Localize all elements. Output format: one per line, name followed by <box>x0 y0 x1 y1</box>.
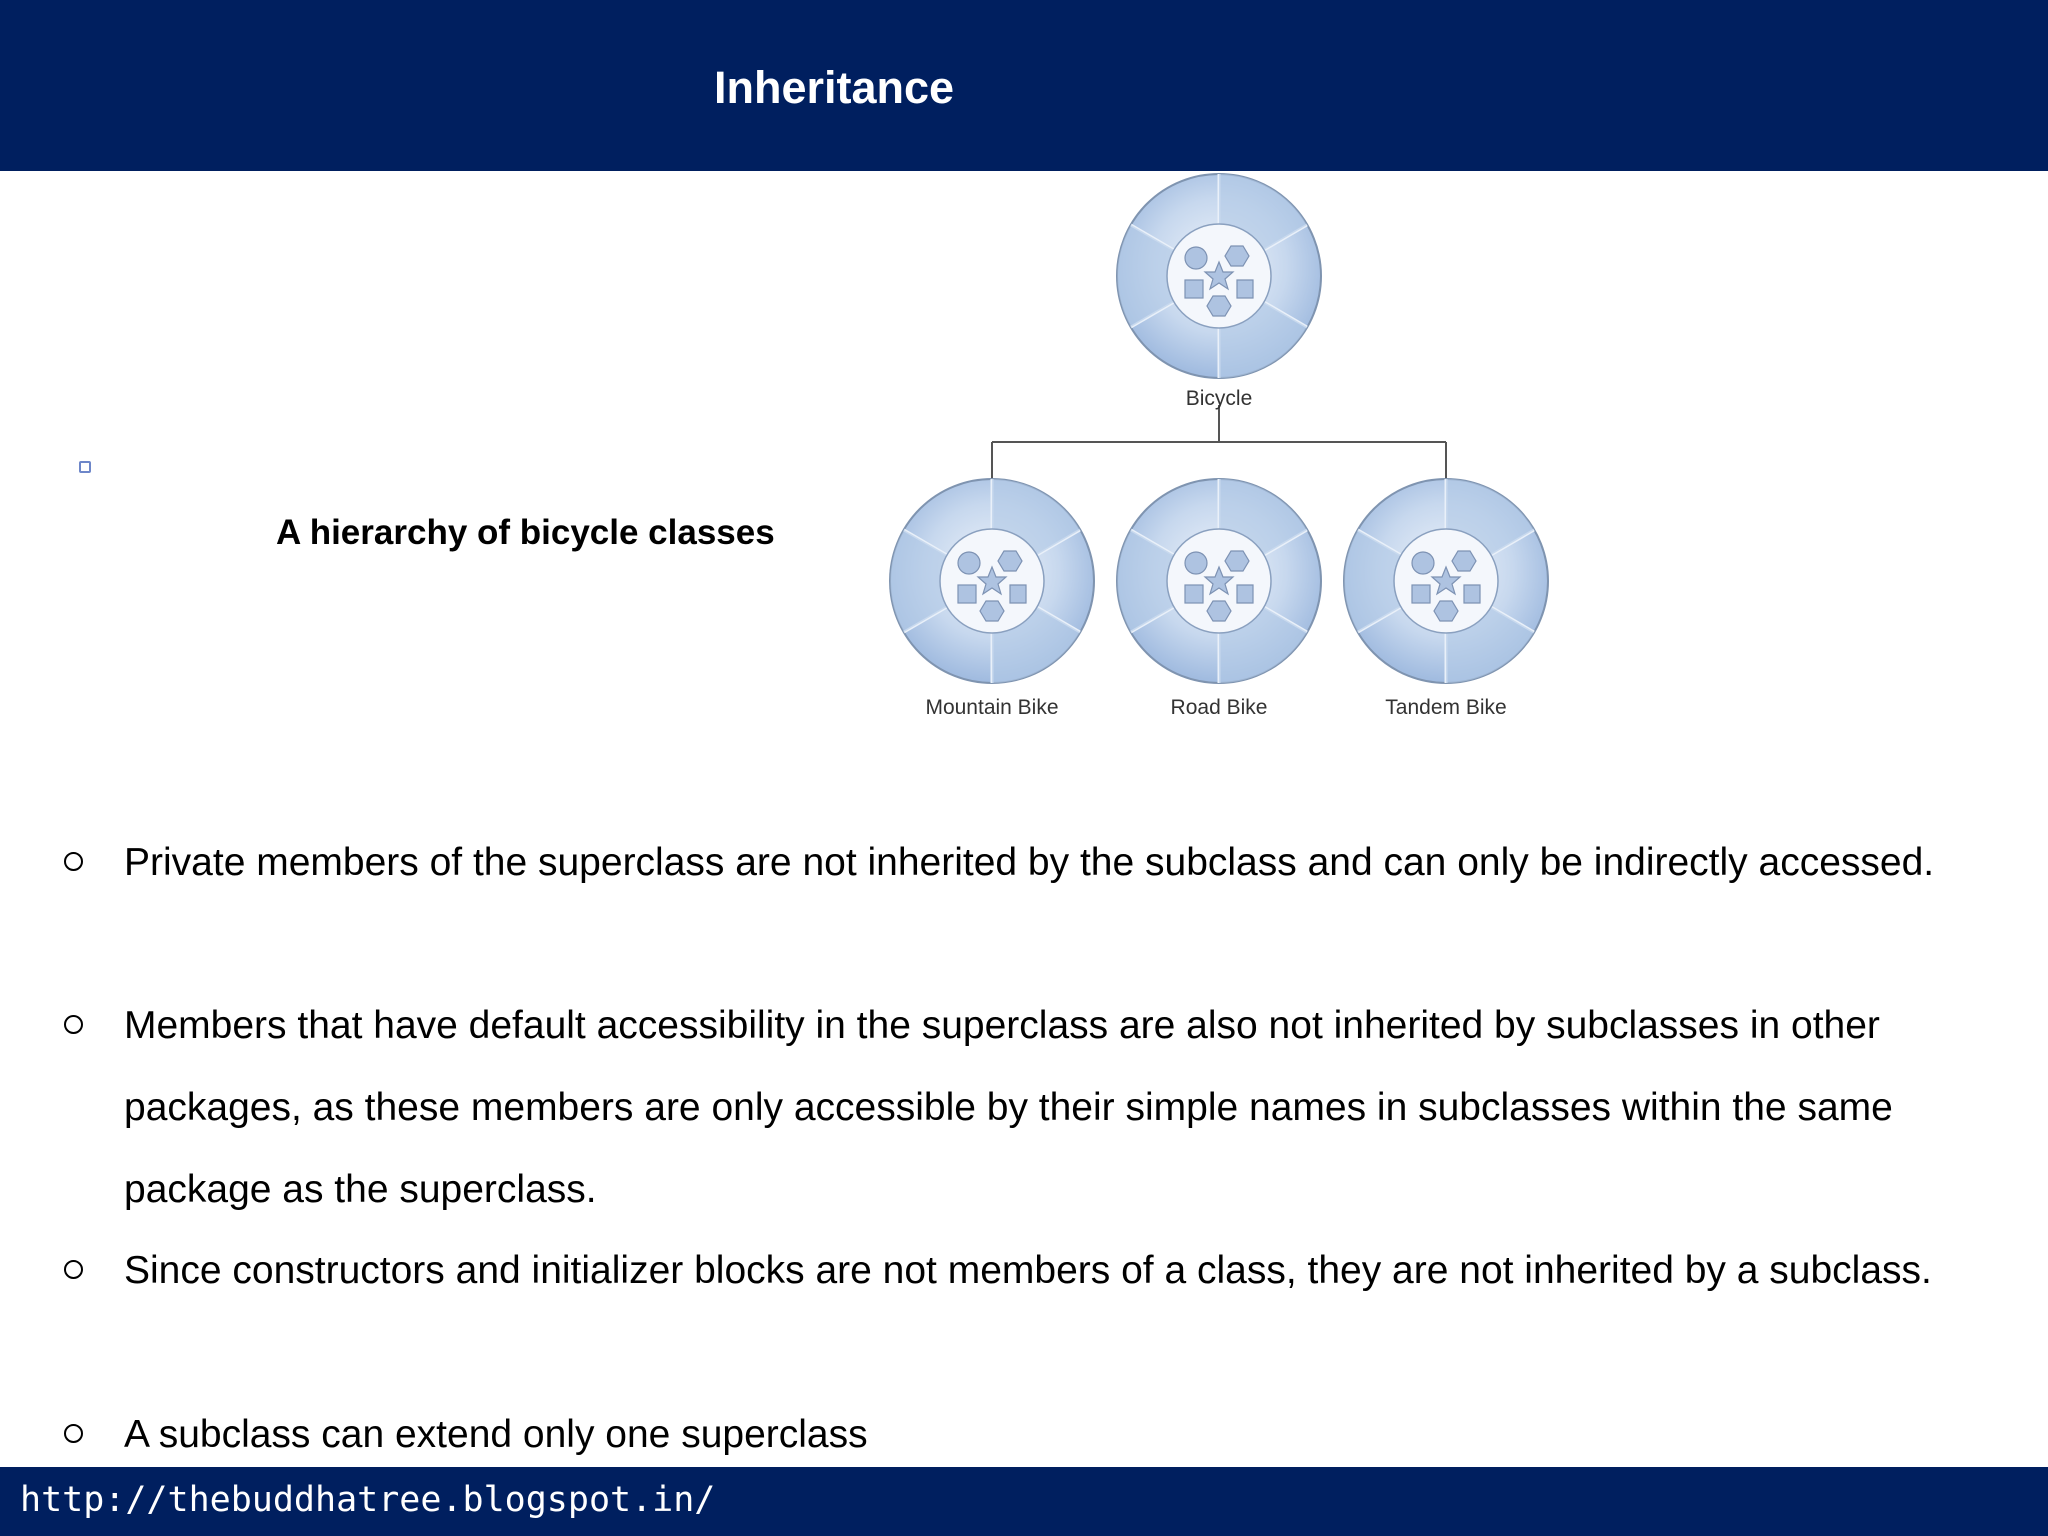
bullet-text: A subclass can extend only one superclass <box>124 1413 868 1456</box>
superclass-label: Bicycle <box>1185 387 1253 410</box>
subclass-label-mountain: Mountain Bike <box>925 696 1059 719</box>
circle-bullet-icon <box>64 852 83 871</box>
bullet-item <box>124 822 2004 904</box>
slide-title: Inheritance <box>714 62 955 113</box>
circle-bullet-icon <box>64 1424 83 1443</box>
bicycle-hierarchy-diagram <box>860 172 1600 732</box>
figure-caption: A hierarchy of bicycle classes <box>276 513 775 552</box>
bullet-item <box>124 1394 2004 1476</box>
bullet-text: Members that have default accessibility in the superclass are also not inherited by subclasses in other packages, as these members are only accessible by their simple names in subclasses within the same package as the superclass. <box>124 1004 1893 1211</box>
bullet-text: Private members of the superclass are not inherited by the subclass and can only be indirectly accessed. <box>124 841 1935 884</box>
road-bike-wheel-icon <box>1117 479 1321 683</box>
superclass-wheel-icon <box>1117 174 1321 378</box>
mountain-bike-wheel-icon <box>890 479 1094 683</box>
placeholder-icon <box>79 461 91 473</box>
bullet-text: Since constructors and initializer blocks are not members of a class, they are not inherited by a subclass. <box>124 1249 1932 1292</box>
subclass-label-tandem: Tandem Bike <box>1385 696 1507 719</box>
circle-bullet-icon <box>64 1015 83 1034</box>
title-banner <box>0 0 2048 171</box>
hierarchy-connector <box>992 405 1446 484</box>
footer-url: http://thebuddhatree.blogspot.in/ <box>20 1480 716 1520</box>
tandem-bike-wheel-icon <box>1344 479 1548 683</box>
bullet-item <box>124 1230 2004 1312</box>
bullet-item <box>124 985 2004 1231</box>
subclass-label-road: Road Bike <box>1170 696 1268 719</box>
footer-banner <box>0 1467 2048 1536</box>
circle-bullet-icon <box>64 1260 83 1279</box>
